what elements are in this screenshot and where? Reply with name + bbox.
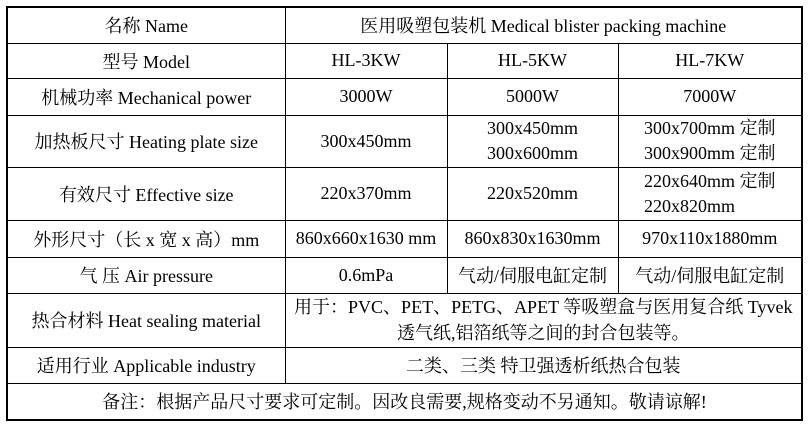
effective-size-line: 220x640mm 定制: [644, 170, 776, 191]
dimensions-value-cell: 860x830x1630mm: [447, 220, 618, 257]
row-heat-sealing-material: [7, 293, 802, 347]
effective-size-value-cell: 220x520mm: [447, 167, 618, 220]
spec-table: [6, 6, 803, 421]
model-value-cell: HL-7KW: [618, 43, 802, 78]
air-pressure-value-cell: 气动/伺服电缸定制: [618, 257, 802, 293]
machine-title-cell: 医用吸塑包装机 Medical blister packing machine: [285, 7, 802, 43]
heating-plate-value-cell: 300x450mm: [285, 115, 447, 167]
effective-size-line: 220x820mm: [644, 195, 736, 216]
heating-plate-value-cell: [447, 115, 618, 167]
model-label-cell: 型号 Model: [7, 43, 285, 78]
air-pressure-value-cell: 0.6mPa: [285, 257, 447, 293]
heating-plate-value-cell: [618, 115, 802, 167]
heating-plate-label-cell: 加热板尺寸 Heating plate size: [7, 115, 285, 167]
row-remark: [7, 383, 802, 420]
row-outer-dimensions: [7, 220, 802, 257]
power-value-cell: 5000W: [447, 78, 618, 115]
model-value-cell: HL-3KW: [285, 43, 447, 78]
effective-size-label-cell: 有效尺寸 Effective size: [7, 167, 285, 220]
heat-sealing-label-cell: 热合材料 Heat sealing material: [7, 293, 285, 347]
industry-label-cell: 适用行业 Applicable industry: [7, 347, 285, 383]
heat-sealing-value-cell: [285, 293, 802, 347]
row-air-pressure: [7, 257, 802, 293]
power-value-cell: 7000W: [618, 78, 802, 115]
heating-plate-line: 300x450mm: [486, 118, 578, 138]
air-pressure-value-cell: 气动/伺服电缸定制: [447, 257, 618, 293]
remark-cell: 备注：根据产品尺寸要求可定制。因改良需要,规格变动不另通知。敬请谅解!: [7, 383, 802, 420]
dimensions-label-cell: 外形尺寸（长 x 宽 x 高）mm: [7, 220, 285, 257]
row-model: [7, 43, 802, 78]
row-effective-size: [7, 167, 802, 220]
effective-size-value-cell: [618, 167, 802, 220]
dimensions-value-cell: 860x660x1630 mm: [285, 220, 447, 257]
heating-plate-line: 300x700mm 定制: [644, 118, 776, 138]
effective-size-value-cell: 220x370mm: [285, 167, 447, 220]
power-value-cell: 3000W: [285, 78, 447, 115]
row-applicable-industry: [7, 347, 802, 383]
row-mechanical-power: [7, 78, 802, 115]
row-name: [7, 7, 802, 43]
model-value-cell: HL-5KW: [447, 43, 618, 78]
heating-plate-line: 300x600mm: [486, 143, 578, 163]
heat-sealing-line: 透气纸,铝箔纸等之间的封合包装等。: [397, 323, 690, 343]
industry-value-cell: 二类、三类 特卫强透析纸热合包装: [285, 347, 802, 383]
dimensions-value-cell: 970x110x1880mm: [618, 220, 802, 257]
air-pressure-label-cell: 气 压 Air pressure: [7, 257, 285, 293]
heat-sealing-line: 用于：PVC、PET、PETG、APET 等吸塑盒与医用复合纸 Tyvek: [294, 297, 793, 317]
name-label-cell: 名称 Name: [7, 7, 285, 43]
power-label-cell: 机械功率 Mechanical power: [7, 78, 285, 115]
heating-plate-line: 300x900mm 定制: [644, 143, 776, 163]
row-heating-plate-size: [7, 115, 802, 167]
